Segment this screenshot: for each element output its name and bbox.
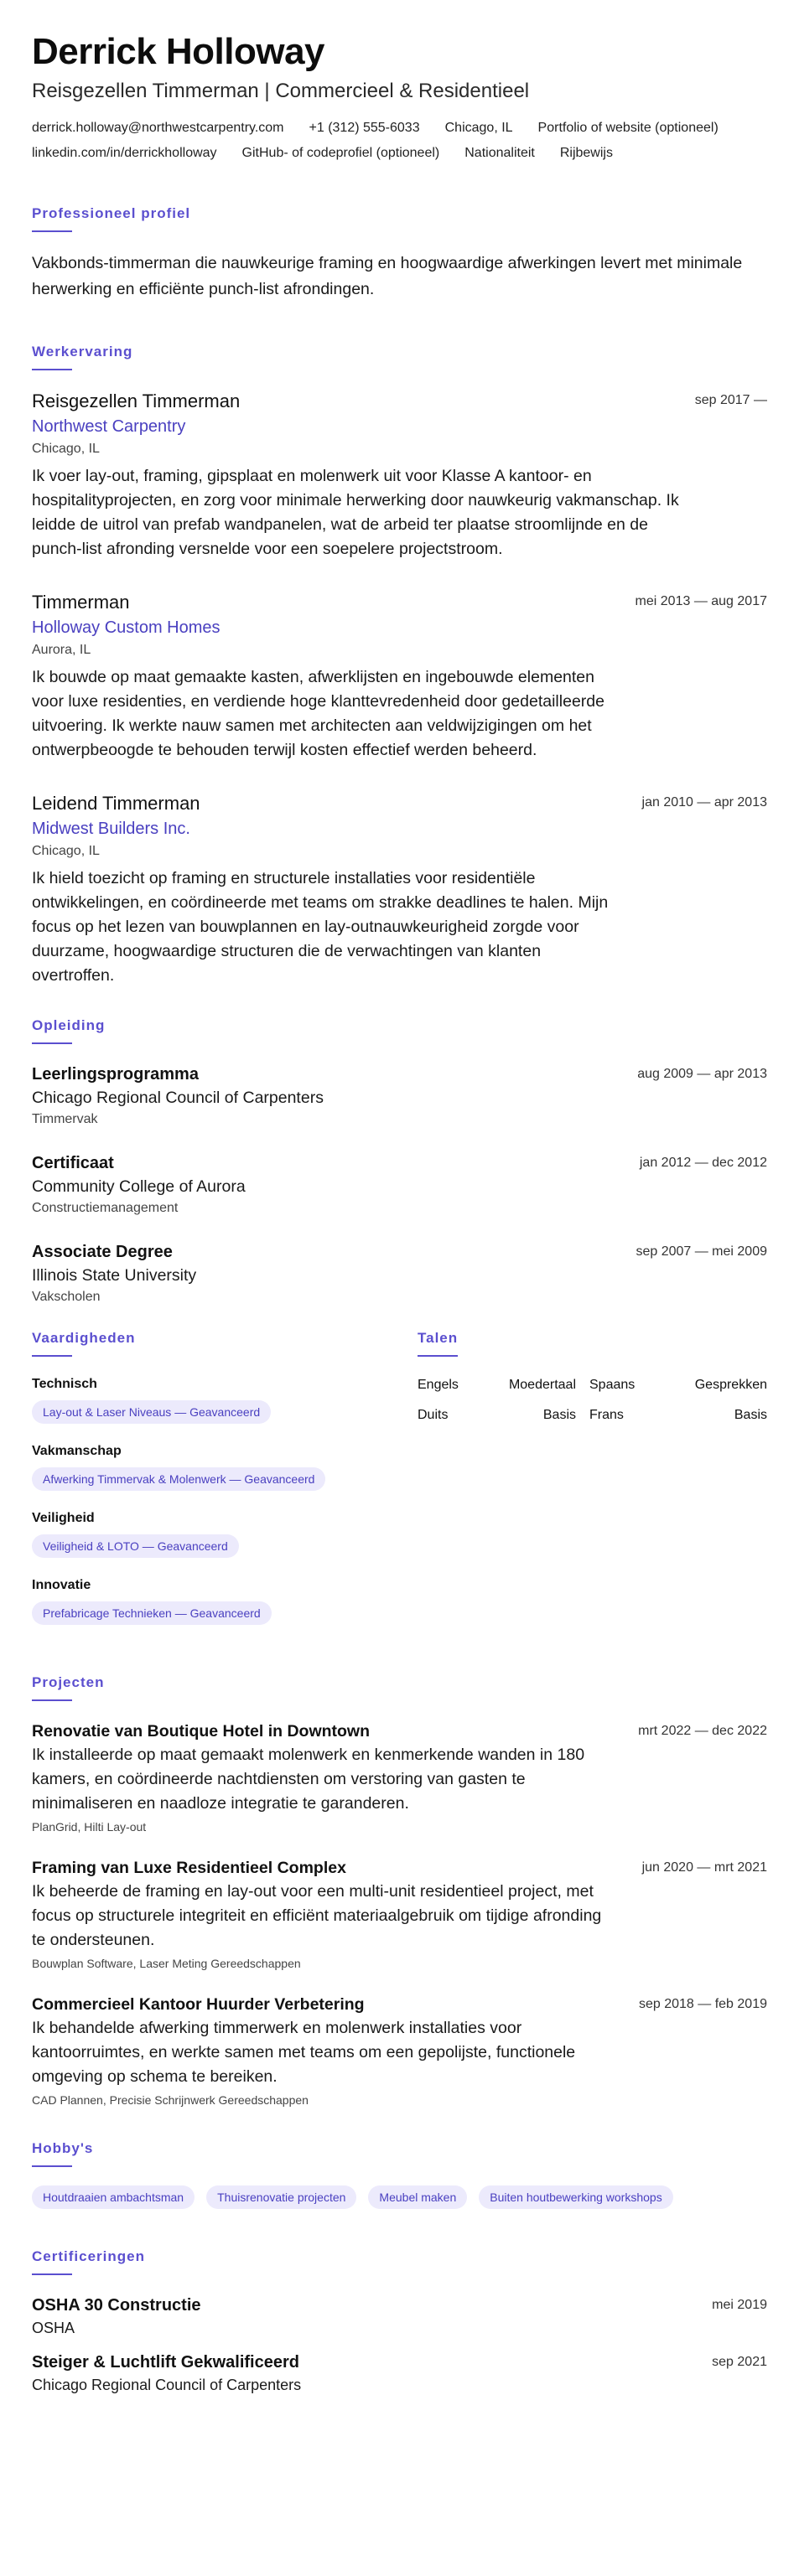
profile-section — [32, 204, 767, 303]
language-level: Basis — [542, 1408, 576, 1422]
section-title: Professioneel profiel — [32, 205, 191, 221]
education-entry — [32, 1151, 767, 1218]
language-name: Frans — [589, 1408, 624, 1422]
hobbies-section — [32, 2139, 767, 2209]
project-entry — [32, 1720, 767, 1836]
education-dates: sep 2007 — mei 2009 — [636, 1244, 767, 1259]
language-level: Basis — [734, 1408, 767, 1422]
hobby-pill: Houtdraaien ambachtsman — [32, 2185, 195, 2209]
project-description: Ik beheerde de framing en lay-out voor een multi-unit residentieel project, met focus op structurele integriteit en efficiënt materiaalgebruik om tijdige afronding te ondersteunen. — [32, 1882, 602, 1949]
skill-category: Technisch — [32, 1377, 97, 1391]
job-entry — [32, 389, 767, 561]
hobby-pill: Thuisrenovatie projecten — [206, 2185, 356, 2209]
section-divider — [32, 1042, 72, 1044]
project-description: Ik installeerde op maat gemaakt molenwerk en kenmerkende wanden in 180 kamers, en coördineerde nachtdiensten om verstoring van gasten te minimaliseren en naadloze integratie te garanderen. — [32, 1746, 585, 1813]
project-description: Ik behandelde afwerking timmerwerk en molenwerk installaties voor kantoorruimtes, en werkte samen met teams om een gepolijste, functionele omgeving op schema te bereiken. — [32, 2019, 576, 2086]
job-location: Aurora, IL — [32, 643, 91, 657]
contact-info — [32, 116, 767, 166]
education-dates: jan 2012 — dec 2012 — [639, 1156, 767, 1170]
language-item — [589, 1405, 767, 1425]
section-title: Hobby's — [32, 2140, 94, 2156]
education-institution: Illinois State University — [32, 1266, 197, 1285]
job-location: Chicago, IL — [32, 844, 100, 858]
profile-summary: Vakbonds-timmerman die nauwkeurige framing en hoogwaardige afwerkingen levert met minimale herwerking en efficiënte punch-list afrondingen. — [32, 254, 743, 298]
skills-languages-section — [32, 1329, 767, 1643]
skill-category: Veiligheid — [32, 1511, 95, 1525]
contact-location: Chicago, IL — [444, 121, 513, 135]
skill-pill: Afwerking Timmervak & Molenwerk — Geavanceerd — [32, 1467, 325, 1491]
education-degree: Certificaat — [32, 1154, 114, 1172]
job-description: Ik hield toezicht op framing en structurele installaties voor residentiële ontwikkelingen, en coördineerde met teams om strakke deadlines te halen. Mijn focus op het lezen van bouwplannen en lay-outnauwkeurigheid zorgde voor duurzame, hoogwaardige structuren die de verwachtingen van klanten overtroffen. — [32, 869, 609, 985]
certifications-section — [32, 2248, 767, 2396]
section-title: Projecten — [32, 1674, 105, 1690]
job-dates: sep 2017 — — [694, 393, 767, 407]
language-item — [418, 1405, 589, 1425]
skill-group — [32, 1509, 418, 1558]
skills-column — [32, 1329, 418, 1643]
language-item — [589, 1375, 767, 1395]
certification-date: sep 2021 — [712, 2355, 767, 2369]
section-divider — [32, 2165, 72, 2167]
contact-nationality: Nationaliteit — [464, 146, 535, 160]
job-title: Timmerman — [32, 592, 130, 613]
contact-license: Rijbewijs — [559, 146, 613, 160]
contact-github[interactable]: GitHub- of codeprofiel (optioneel) — [241, 146, 440, 160]
skill-group — [32, 1375, 418, 1424]
hobby-pill: Meubel maken — [368, 2185, 467, 2209]
skill-category: Vakmanschap — [32, 1444, 122, 1458]
language-level: Gesprekken — [694, 1378, 767, 1392]
job-description: Ik voer lay-out, framing, gipsplaat en molenwerk uit voor Klasse A kantoor- en hospitalityprojecten, en zorg voor minimale herwerking door nauwkeurig vakmanschap. Ik leidde de uitrol van prefab wandpanelen, wat de arbeid ter plaatse stroomlijnde en de punch-list afronding versnelde voor een soepelere projectstroom. — [32, 467, 679, 558]
job-company: Holloway Custom Homes — [32, 618, 221, 637]
certification-date: mei 2019 — [712, 2298, 767, 2312]
contact-portfolio[interactable]: Portfolio of website (optioneel) — [537, 121, 719, 135]
section-divider — [32, 2273, 72, 2275]
skill-category: Innovatie — [32, 1578, 91, 1592]
education-field: Timmervak — [32, 1112, 98, 1126]
project-tools: Bouwplan Software, Laser Meting Gereedschappen — [32, 1957, 301, 1970]
skill-pill: Lay-out & Laser Niveaus — Geavanceerd — [32, 1400, 271, 1424]
job-title: Leidend Timmerman — [32, 793, 200, 814]
job-company: Midwest Builders Inc. — [32, 820, 190, 838]
candidate-name: Derrick Holloway — [32, 31, 325, 72]
project-dates: mrt 2022 — dec 2022 — [638, 1724, 767, 1738]
skill-pill: Prefabricage Technieken — Geavanceerd — [32, 1601, 272, 1625]
hobbies-list — [32, 2185, 767, 2209]
project-dates: sep 2018 — feb 2019 — [638, 1997, 767, 2011]
section-divider — [32, 369, 72, 370]
job-entry — [32, 791, 767, 988]
certification-issuer: Chicago Regional Council of Carpenters — [32, 2377, 302, 2393]
job-dates: mei 2013 — aug 2017 — [635, 594, 767, 608]
project-entry — [32, 1993, 767, 2109]
contact-email[interactable]: derrick.holloway@northwestcarpentry.com — [32, 121, 284, 135]
hobby-pill: Buiten houtbewerking workshops — [479, 2185, 672, 2209]
languages-column — [418, 1329, 767, 1643]
skill-group — [32, 1576, 418, 1625]
projects-section — [32, 1673, 767, 2109]
contact-linkedin[interactable]: linkedin.com/in/derrickholloway — [32, 146, 217, 160]
project-dates: jun 2020 — mrt 2021 — [641, 1860, 767, 1875]
project-entry — [32, 1856, 767, 1973]
job-dates: jan 2010 — apr 2013 — [641, 795, 767, 810]
skill-pill: Veiligheid & LOTO — Geavanceerd — [32, 1534, 239, 1558]
section-title: Werkervaring — [32, 344, 133, 360]
job-company: Northwest Carpentry — [32, 417, 186, 436]
section-divider — [418, 1355, 458, 1357]
project-tools: CAD Plannen, Precisie Schrijnwerk Gereedschappen — [32, 2093, 309, 2107]
certification-name: OSHA 30 Constructie — [32, 2296, 201, 2315]
education-degree: Associate Degree — [32, 1243, 173, 1261]
language-item — [418, 1375, 589, 1395]
experience-section — [32, 343, 767, 988]
job-title: Reisgezellen Timmerman — [32, 391, 241, 411]
education-field: Vakscholen — [32, 1290, 101, 1304]
candidate-headline: Reisgezellen Timmerman | Commercieel & Residentieel — [32, 80, 530, 102]
project-tools: PlanGrid, Hilti Lay-out — [32, 1820, 147, 1834]
certification-entry — [32, 2351, 767, 2396]
job-entry — [32, 590, 767, 763]
project-title: Renovatie van Boutique Hotel in Downtown — [32, 1722, 371, 1741]
skill-group — [32, 1442, 418, 1491]
education-dates: aug 2009 — apr 2013 — [637, 1067, 767, 1081]
section-divider — [32, 1355, 72, 1357]
certification-entry — [32, 2294, 767, 2339]
education-field: Constructiemanagement — [32, 1201, 179, 1215]
certification-name: Steiger & Luchtlift Gekwalificeerd — [32, 2353, 299, 2372]
job-location: Chicago, IL — [32, 442, 100, 456]
section-title: Vaardigheden — [32, 1330, 136, 1346]
resume-header — [32, 30, 767, 166]
language-level: Moedertaal — [508, 1378, 576, 1392]
language-name: Engels — [418, 1378, 459, 1392]
project-title: Framing van Luxe Residentieel Complex — [32, 1859, 346, 1877]
education-entry — [32, 1240, 767, 1307]
education-section — [32, 1016, 767, 1307]
project-title: Commercieel Kantoor Huurder Verbetering — [32, 1995, 365, 2014]
education-institution: Community College of Aurora — [32, 1177, 246, 1196]
contact-phone[interactable]: +1 (312) 555-6033 — [309, 121, 420, 135]
section-divider — [32, 230, 72, 232]
section-title: Talen — [418, 1330, 459, 1346]
languages-list — [418, 1375, 767, 1425]
section-title: Certificeringen — [32, 2248, 145, 2264]
section-title: Opleiding — [32, 1017, 106, 1033]
language-name: Duits — [418, 1408, 449, 1422]
education-institution: Chicago Regional Council of Carpenters — [32, 1089, 324, 1107]
language-name: Spaans — [589, 1378, 636, 1392]
education-entry — [32, 1063, 767, 1130]
section-divider — [32, 1699, 72, 1701]
certification-issuer: OSHA — [32, 2320, 75, 2336]
education-degree: Leerlingsprogramma — [32, 1065, 199, 1084]
job-description: Ik bouwde op maat gemaakte kasten, afwerklijsten en ingebouwde elementen voor luxe residenties, en verdiende hoge klanttevredenheid door gedetailleerde uitvoering. Ik werkte nauw samen met architecten aan veldwijzigingen om het ontwerpbeoogde te behouden terwijl kosten effectief werden beheerd. — [32, 668, 604, 759]
